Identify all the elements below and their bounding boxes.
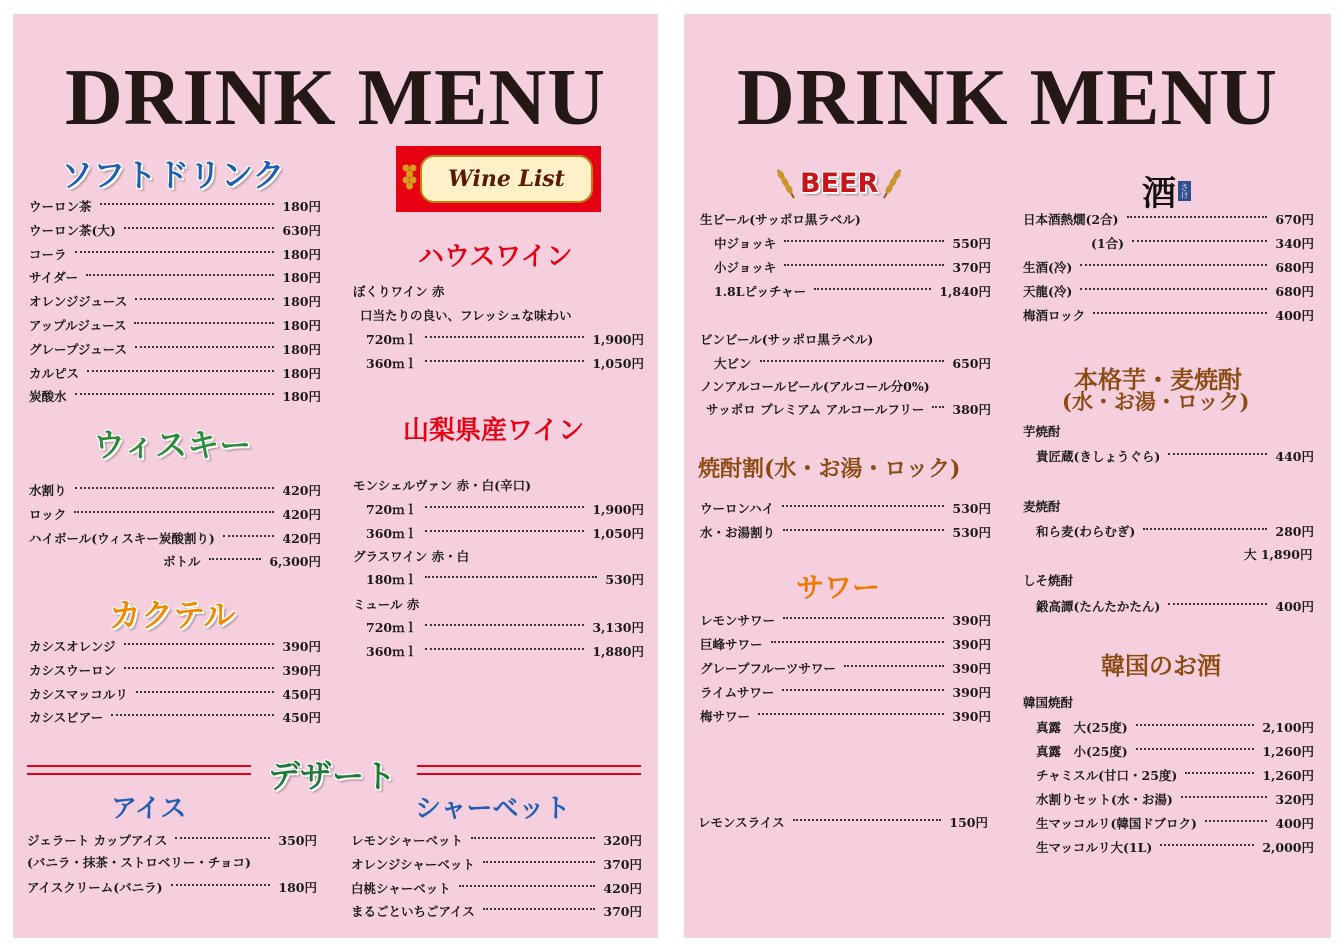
item-name: サイダー xyxy=(29,270,79,286)
item-price: 680円 xyxy=(1275,260,1314,275)
item-name: (1合) xyxy=(1091,236,1125,251)
house-wine-heading: ハウスワイン xyxy=(418,242,573,272)
dot-leader xyxy=(425,576,597,578)
menu-item-row xyxy=(29,480,321,502)
menu-item-row xyxy=(29,363,321,385)
dot-leader xyxy=(932,406,944,408)
item-price: 370円 xyxy=(952,260,991,275)
menu-item-row xyxy=(29,660,321,682)
dot-leader xyxy=(1136,724,1255,726)
sake-reading: さけ xyxy=(1180,182,1189,199)
item-name: 小ジョッキ xyxy=(714,260,777,275)
mugi-shochu-label: 麦焼酎 xyxy=(1023,499,1061,514)
item-name: 1.8Lピッチャー xyxy=(714,284,807,299)
dot-leader xyxy=(74,511,274,513)
menu-item-row xyxy=(700,706,991,728)
dot-leader xyxy=(134,322,274,324)
menu-item-row xyxy=(27,830,317,852)
item-name: 360ｍｌ xyxy=(366,355,418,371)
item-price: 380円 xyxy=(952,402,991,417)
dot-leader xyxy=(844,665,945,667)
shochu-wari-heading: 焼酎割(水・お湯・ロック) xyxy=(698,456,961,482)
item-name: 水割りセット(水・お湯) xyxy=(1036,792,1173,807)
grape-icon xyxy=(400,158,420,198)
item-name: ウーロン茶(大) xyxy=(29,222,116,238)
dot-leader xyxy=(1168,603,1267,605)
shiso-shochu-label: しそ焼酎 xyxy=(1023,573,1074,588)
menu-item-row xyxy=(1023,305,1314,327)
dot-leader xyxy=(75,251,275,253)
yamanashi-wine-heading: 山梨県産ワイン xyxy=(403,416,585,446)
menu-item-row xyxy=(27,877,317,899)
page-title: DRINK MENU xyxy=(736,54,1279,142)
item-name: アップルジュース xyxy=(29,318,127,333)
item-price: 650円 xyxy=(952,356,991,371)
menu-item-row xyxy=(1036,765,1314,787)
item-price: 420円 xyxy=(282,530,321,546)
item-name: 鍛高譚(たんたかたん) xyxy=(1036,599,1161,614)
sake-heading-group xyxy=(1142,166,1191,215)
dot-leader xyxy=(784,240,944,242)
dot-leader xyxy=(1132,240,1267,242)
menu-item-row xyxy=(1036,446,1314,468)
dessert-heading: デザート xyxy=(268,757,397,795)
korean-alcohol-heading: 韓国のお酒 xyxy=(1101,651,1221,680)
menu-item-row xyxy=(700,682,991,704)
menu-item-row xyxy=(1036,717,1314,739)
item-name: アイスクリーム(バニラ) xyxy=(27,880,163,895)
item-name: サッポロ プレミアム アルコールフリー xyxy=(706,402,925,417)
item-price: 390円 xyxy=(952,637,991,652)
item-name: オレンジシャーベット xyxy=(351,856,475,872)
menu-item-row xyxy=(29,636,321,658)
item-price: 390円 xyxy=(282,639,321,654)
item-name: 天龍(冷) xyxy=(1023,284,1073,299)
item-price: 390円 xyxy=(282,662,321,678)
item-name: 180ｍｌ xyxy=(366,572,418,587)
item-price: 400円 xyxy=(1275,599,1314,614)
item-name: 水・お湯割り xyxy=(700,525,776,540)
menu-item-row xyxy=(351,854,642,876)
item-price: 550円 xyxy=(952,236,991,251)
menu-item-row xyxy=(29,220,321,242)
menu-page-left xyxy=(13,14,658,938)
menu-item-row xyxy=(29,339,321,361)
menu-item-row xyxy=(700,610,991,632)
menu-item-row xyxy=(29,291,321,313)
menu-item-row xyxy=(366,641,644,663)
sour-heading: サワー xyxy=(796,571,881,604)
item-price: 280円 xyxy=(1275,524,1314,539)
item-name: ウーロンハイ xyxy=(700,501,775,516)
menu-item-row xyxy=(714,257,991,279)
item-price: 1,900円 xyxy=(592,332,644,347)
item-price: 180円 xyxy=(282,199,321,214)
item-name: カシスウーロン xyxy=(29,662,117,678)
dot-leader xyxy=(425,506,584,508)
menu-item-row xyxy=(366,617,644,639)
bottle-beer-label: ビンビール(サッポロ黒ラベル) xyxy=(700,332,874,347)
item-price: 530円 xyxy=(952,501,991,516)
item-price: 530円 xyxy=(605,572,644,587)
menu-item-row xyxy=(1023,281,1314,303)
menu-item-row xyxy=(366,499,644,521)
menu-item-row xyxy=(1036,596,1314,618)
cocktail-heading: カクテル xyxy=(109,596,236,634)
menu-item-row xyxy=(29,528,321,550)
item-name: カシスビアー xyxy=(29,710,104,726)
item-price: 420円 xyxy=(603,880,642,896)
item-price: 370円 xyxy=(603,904,642,920)
item-name: 炭酸水 xyxy=(29,389,67,405)
item-price: 1,050円 xyxy=(592,525,644,541)
wine-list-label: Wine List xyxy=(448,166,565,192)
item-name: ジェラート カップアイス xyxy=(27,833,168,848)
house-wine-name: ぼくりワイン 赤 xyxy=(353,284,445,299)
dot-leader xyxy=(1205,820,1267,822)
item-name: 720ｍｌ xyxy=(366,620,418,635)
whisky-heading: ウィスキー xyxy=(93,426,252,464)
dot-leader xyxy=(124,667,274,669)
item-price: 320円 xyxy=(603,833,642,848)
dot-leader xyxy=(223,535,275,537)
item-price: 1,840円 xyxy=(939,284,991,299)
draft-beer-label: 生ビール(サッポロ黒ラベル) xyxy=(700,212,861,227)
item-price: 450円 xyxy=(282,710,321,726)
menu-item-row xyxy=(366,523,644,545)
item-name: 中ジョッキ xyxy=(714,236,777,251)
item-price: 180円 xyxy=(278,880,317,895)
dot-leader xyxy=(1136,748,1255,750)
dot-leader xyxy=(1168,453,1267,455)
item-price: 180円 xyxy=(282,389,321,405)
item-price: 1,880円 xyxy=(592,643,644,659)
menu-item-row xyxy=(29,196,321,218)
item-name: オレンジジュース xyxy=(29,294,128,310)
item-name: チャミスル(甘口・25度) xyxy=(1036,768,1178,783)
menu-item-row xyxy=(29,267,321,289)
menu-item-row xyxy=(1036,741,1314,763)
dot-leader xyxy=(459,885,596,887)
dot-leader xyxy=(1185,772,1254,774)
menu-page-right xyxy=(684,14,1331,938)
wine-list-banner xyxy=(396,146,601,212)
dot-leader xyxy=(425,336,584,338)
dot-leader xyxy=(135,346,274,348)
menu-item-row xyxy=(366,329,644,351)
item-name: レモンスライス xyxy=(698,815,785,830)
dot-leader xyxy=(425,648,584,650)
item-price: 1,050円 xyxy=(592,355,644,371)
divider-right xyxy=(417,765,641,775)
dot-leader xyxy=(471,837,595,839)
item-name: 360ｍｌ xyxy=(366,643,418,659)
dot-leader xyxy=(124,227,275,229)
imo-shochu-label: 芋焼酎 xyxy=(1023,424,1061,439)
item-name: 梅酒ロック xyxy=(1023,308,1086,323)
dot-leader xyxy=(814,288,931,290)
item-name: 720ｍｌ xyxy=(366,502,418,517)
dot-leader xyxy=(783,617,944,619)
dot-leader xyxy=(75,487,275,489)
house-wine-desc: 口当たりの良い、フレッシュな味わい xyxy=(360,308,572,323)
item-price: 420円 xyxy=(282,483,321,498)
item-name: まるごといちごアイス xyxy=(351,904,475,920)
item-price: 390円 xyxy=(952,613,991,628)
dot-leader xyxy=(1160,844,1254,846)
dot-leader xyxy=(1181,796,1268,798)
item-price: 1,260円 xyxy=(1262,768,1314,783)
item-name: 720ｍｌ xyxy=(366,332,418,347)
dot-leader xyxy=(124,643,275,645)
dot-leader xyxy=(100,203,275,205)
item-name: 生酒(冷) xyxy=(1023,260,1073,275)
item-price: 670円 xyxy=(1275,212,1314,227)
item-price: 1,260円 xyxy=(1262,744,1314,759)
item-price: 180円 xyxy=(282,246,321,262)
yamanashi-group-2: グラスワイン 赤・白 xyxy=(353,549,470,564)
nonalcohol-beer-label: ノンアルコールビール(アルコール分0%) xyxy=(700,379,930,394)
menu-item-row xyxy=(700,498,991,520)
item-name: ハイボール(ウィスキー炭酸割り) xyxy=(29,530,215,546)
honkaku-shochu-heading: 本格芋・麦焼酎 xyxy=(1074,365,1242,394)
item-name: 白桃シャーベット xyxy=(351,880,451,896)
item-name: グレープフルーツサワー xyxy=(700,661,836,676)
dot-leader xyxy=(425,360,584,362)
menu-item-row xyxy=(714,281,991,303)
menu-item-row xyxy=(29,707,321,729)
item-name: 梅サワー xyxy=(700,709,751,724)
menu-item-row xyxy=(29,315,321,337)
menu-item-row xyxy=(700,634,991,656)
dot-leader xyxy=(1143,528,1267,530)
item-name: グレープジュース xyxy=(29,341,128,357)
menu-item-row xyxy=(700,522,991,544)
item-price: 6,300円 xyxy=(269,554,321,570)
menu-item-row xyxy=(29,386,321,408)
menu-item-row xyxy=(351,878,642,900)
ice-flavors-note: (バニラ・抹茶・ストロベリー・チョコ) xyxy=(27,855,251,870)
item-name: 生マッコルリ(韓国ドブロク) xyxy=(1036,816,1197,831)
item-price: 440円 xyxy=(1275,449,1314,464)
item-price: 340円 xyxy=(1275,236,1314,251)
menu-item-row xyxy=(366,569,644,591)
menu-item-row xyxy=(1036,837,1314,859)
dot-leader xyxy=(760,360,945,362)
item-price: 180円 xyxy=(282,294,321,310)
item-price: 630円 xyxy=(282,222,321,238)
menu-item-row xyxy=(706,399,991,421)
item-price: 390円 xyxy=(952,709,991,724)
item-price: 370円 xyxy=(603,856,642,872)
menu-item-row xyxy=(29,684,321,706)
dot-leader xyxy=(483,908,596,910)
item-price: 680円 xyxy=(1275,284,1314,299)
item-name: カシスマッコルリ xyxy=(29,686,128,702)
dot-leader xyxy=(1093,312,1267,314)
dot-leader xyxy=(784,264,944,266)
item-price: 450円 xyxy=(282,686,321,702)
item-price: 350円 xyxy=(278,833,317,848)
menu-item-row xyxy=(714,353,991,375)
item-name: コーラ xyxy=(29,246,67,262)
item-price: 320円 xyxy=(1275,792,1314,807)
item-name: レモンシャーベット xyxy=(351,833,463,848)
item-price: 390円 xyxy=(952,685,991,700)
dot-leader xyxy=(87,370,274,372)
dot-leader xyxy=(758,713,944,715)
item-price: 180円 xyxy=(282,341,321,357)
dot-leader xyxy=(782,689,944,691)
item-price: 180円 xyxy=(282,270,321,286)
wheat-icon xyxy=(772,166,798,200)
item-name: 大ビン xyxy=(714,356,752,371)
dot-leader xyxy=(1080,264,1267,266)
menu-item-row xyxy=(1023,257,1314,279)
dot-leader xyxy=(86,274,274,276)
item-price: 3,130円 xyxy=(592,620,644,635)
item-price: 180円 xyxy=(282,318,321,333)
item-name: 巨峰サワー xyxy=(700,637,763,652)
item-name: 真露 小(25度) xyxy=(1036,744,1128,759)
dot-leader xyxy=(1080,288,1267,290)
dot-leader xyxy=(175,837,270,839)
item-name: カシスオレンジ xyxy=(29,639,116,654)
item-price: 400円 xyxy=(1275,308,1314,323)
item-price: 1,900円 xyxy=(592,502,644,517)
korean-shochu-label: 韓国焼酎 xyxy=(1023,695,1074,710)
item-price: 530円 xyxy=(952,525,991,540)
item-name: 貴匠蔵(きしょうぐら) xyxy=(1036,449,1161,464)
item-name: ボトル xyxy=(163,554,201,570)
item-name: レモンサワー xyxy=(700,613,776,628)
dot-leader xyxy=(782,505,944,507)
menu-item-row xyxy=(1036,789,1314,811)
mugi-large-price: 大 1,890円 xyxy=(1244,547,1313,562)
menu-item-row xyxy=(351,901,642,923)
dot-leader xyxy=(483,861,596,863)
dot-leader xyxy=(209,558,262,560)
menu-item-row xyxy=(1036,813,1314,835)
dot-leader xyxy=(171,884,271,886)
menu-item-row xyxy=(698,812,988,834)
item-name: 日本酒熱燗(2合) xyxy=(1023,212,1119,227)
beer-heading: BEER xyxy=(800,167,879,199)
item-name: カルピス xyxy=(29,365,80,381)
dot-leader xyxy=(425,530,584,532)
item-price: 150円 xyxy=(949,815,988,830)
divider-left xyxy=(27,765,251,775)
beer-logo xyxy=(772,166,906,200)
menu-item-row xyxy=(714,233,991,255)
sake-heading: 酒 xyxy=(1142,174,1176,214)
sherbet-heading: シャーベット xyxy=(415,794,571,824)
item-name: ウーロン茶 xyxy=(29,199,92,214)
item-name: 360ｍｌ xyxy=(366,525,418,541)
item-price: 400円 xyxy=(1275,816,1314,831)
item-name: 水割り xyxy=(29,483,67,498)
yamanashi-group-1: モンシェルヴァン 赤・白(辛口) xyxy=(353,478,531,493)
ice-heading: アイス xyxy=(111,794,187,824)
item-name: 真露 大(25度) xyxy=(1036,720,1128,735)
item-name: 生マッコルリ大(1L) xyxy=(1036,840,1153,855)
soft-drink-heading: ソフトドリンク xyxy=(61,156,285,194)
dot-leader xyxy=(75,393,275,395)
item-price: 420円 xyxy=(282,506,321,522)
page-title: DRINK MENU xyxy=(64,54,607,142)
item-name: ライムサワー xyxy=(700,685,775,700)
item-price: 180円 xyxy=(282,365,321,381)
item-price: 390円 xyxy=(952,661,991,676)
menu-item-row xyxy=(163,551,321,573)
yamanashi-group-3: ミュール 赤 xyxy=(353,597,420,612)
item-name: ロック xyxy=(29,506,67,522)
dot-leader xyxy=(111,714,274,716)
dot-leader xyxy=(1127,216,1268,218)
wheat-icon xyxy=(880,166,906,200)
item-price: 2,000円 xyxy=(1262,840,1314,855)
menu-item-row xyxy=(1023,233,1314,255)
item-price: 2,100円 xyxy=(1262,720,1314,735)
dot-leader xyxy=(136,691,275,693)
dot-leader xyxy=(135,298,274,300)
menu-item-row xyxy=(29,244,321,266)
dot-leader xyxy=(783,529,944,531)
menu-item-row xyxy=(366,353,644,375)
menu-item-row xyxy=(29,504,321,526)
menu-item-row xyxy=(700,658,991,680)
menu-item-row xyxy=(1036,521,1314,543)
menu-item-row xyxy=(351,830,642,852)
item-name: 和ら麦(わらむぎ) xyxy=(1036,524,1136,539)
menu-item-row xyxy=(1023,209,1314,231)
honkaku-shochu-subheading: (水・お湯・ロック) xyxy=(1062,389,1250,414)
dot-leader xyxy=(793,819,942,821)
dot-leader xyxy=(425,624,584,626)
dot-leader xyxy=(771,641,945,643)
